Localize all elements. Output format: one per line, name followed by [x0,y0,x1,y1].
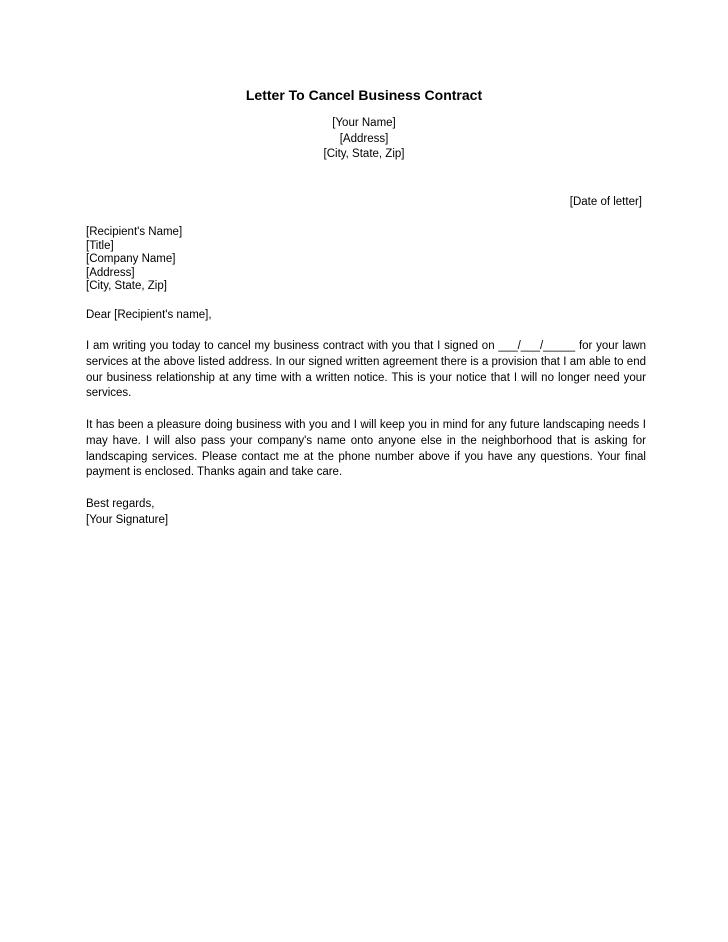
closing-block [86,496,168,528]
letter-date: [Date of letter] [569,196,642,208]
closing-phrase: Best regards, [86,498,155,510]
recipient-name: [Recipient's Name] [86,226,183,238]
signature-placeholder: [Your Signature] [86,514,169,526]
sender-city-state-zip: [City, State, Zip] [323,148,405,160]
recipient-title: [Title] [86,239,114,252]
salutation: Dear [Recipient's name], [86,309,212,321]
recipient-address: [Address] [86,266,135,279]
sender-address: [Address] [339,132,389,145]
sender-name: [Your Name] [332,117,396,129]
letter-title: Letter To Cancel Business Contract [245,87,483,103]
recipient-block [86,226,182,294]
recipient-city-state-zip: [City, State, Zip] [86,280,167,293]
sender-block [0,116,728,163]
recipient-company: [Company Name] [86,253,176,266]
body-paragraph: It has been a pleasure doing business with you and I will keep you in mind for any future landscaping needs I may have. I will also pass your company's name onto anyone else in the neighborhood that is asking for landscaping services. Please contact me at the phone number above if you have any questions. Your final payment is enclosed. Thanks again and take care. [86,419,646,479]
body-paragraph: I am writing you today to cancel my business contract with you that I signed on ___/___/_____ for your lawn services at the above listed address. In our signed written agreement there is a provision that I am able to end our business relationship at any time with a written notice. This is your notice that I will no longer need your services. [86,340,646,400]
